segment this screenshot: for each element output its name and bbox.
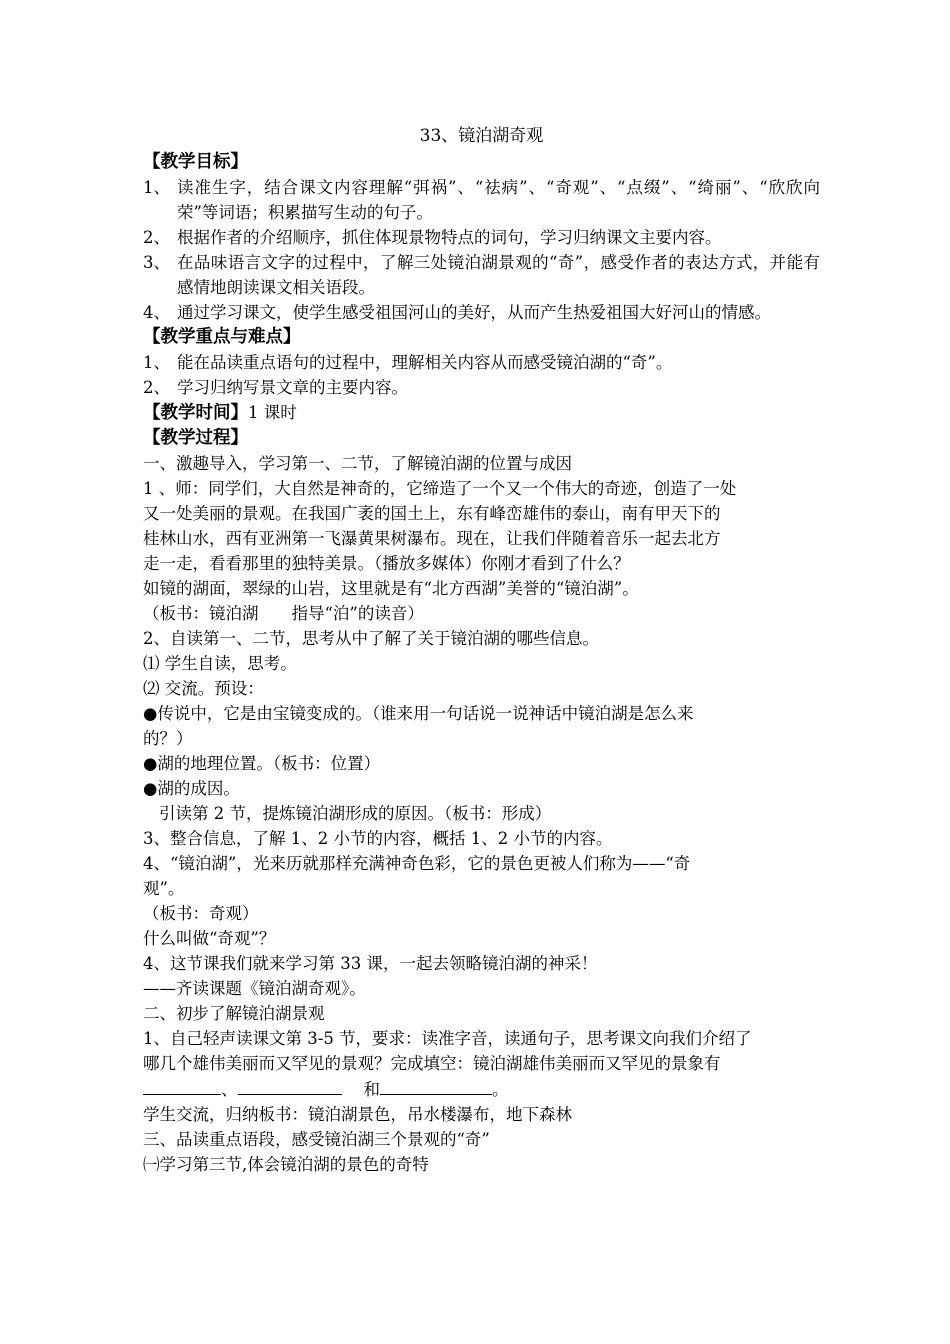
goal-number: 1、 (143, 178, 170, 197)
keypoint-number: 1、 (143, 353, 170, 372)
paragraph: 的？） (143, 729, 193, 748)
paragraph: 桂林山水，西有亚洲第一飞瀑黄果树瀑布。现在，让我们伴随着音乐一起去北方 (143, 529, 721, 548)
keypoint-text: 能在品读重点语句的过程中，理解相关内容从而感受镜泊湖的“奇”。 (177, 353, 673, 372)
paragraph: ㈠学习第三节,体会镜泊湖的景色的奇特 (143, 1155, 429, 1174)
paragraph: 三、品读重点语段，感受镜泊湖三个景观的“奇” (143, 1130, 490, 1149)
keypoint-item (143, 350, 820, 375)
process-heading: 【教学过程】 (143, 428, 248, 448)
fill-blank (238, 1076, 342, 1095)
goal-text: 通过学习课文，使学生感受祖国河山的美好，从而产生热爱祖国大好河山的情感。 (177, 303, 771, 322)
goal-number: 4、 (143, 303, 170, 322)
keypoint-text: 学习归纳写景文章的主要内容。 (177, 378, 408, 397)
page-title: 33、镜泊湖奇观 (419, 126, 544, 146)
paragraph: ⑵ 交流。预设： (143, 679, 264, 698)
paragraph: 4、“镜泊湖”，光来历就那样充满神奇色彩，它的景色更被人们称为——“奇 (143, 854, 691, 873)
goals-heading: 【教学目标】 (143, 152, 248, 172)
paragraph: 引读第 2 节，提炼镜泊湖形成的原因。（板书：形成） (159, 804, 552, 823)
paragraph: ●湖的成因。 (143, 779, 240, 798)
keypoint-item (143, 375, 820, 400)
blank-and: 和 (363, 1080, 380, 1099)
paragraph: ●传说中，它是由宝镜变成的。（谁来用一句话说一说神话中镜泊湖是怎么来 (143, 704, 694, 723)
paragraph: 如镜的湖面，翠绿的山岩，这里就是有“北方西湖”美誉的“镜泊湖”。 (143, 579, 639, 598)
blank-separator: 、 (221, 1080, 238, 1099)
keypoint-number: 2、 (143, 378, 170, 397)
time-line (143, 400, 820, 426)
goal-item (143, 175, 820, 225)
paragraph: 1 、师：同学们，大自然是神奇的，它缔造了一个又一个伟大的奇迹，创造了一处 (143, 479, 737, 498)
fill-blank-line (143, 1076, 820, 1102)
goal-number: 3、 (143, 253, 170, 272)
paragraph: 二、初步了解镜泊湖景观 (143, 1004, 325, 1023)
paragraph: 1、自己轻声读课文第 3-5 节，要求：读准字音，读通句子，思考课文向我们介绍了 (143, 1029, 752, 1048)
time-heading: 【教学时间】 (143, 403, 248, 423)
paragraph: 一、激趣导入，学习第一、二节，了解镜泊湖的位置与成因 (143, 454, 572, 473)
time-value: 1 课时 (248, 403, 297, 422)
paragraph: ⑴ 学生自读，思考。 (143, 654, 297, 673)
paragraph: 哪几个雄伟美丽而又罕见的景观？完成填空：镜泊湖雄伟美丽而又罕见的景象有 (143, 1054, 721, 1073)
blank-end: 。 (492, 1080, 509, 1099)
fill-blank (143, 1076, 221, 1095)
paragraph: 又一处美丽的景观。在我国广袤的国土上，东有峰峦雄伟的泰山，南有甲天下的 (143, 504, 721, 523)
goal-text: 根据作者的介绍顺序，抓住体现景物特点的词句，学习归纳课文主要内容。 (177, 228, 722, 247)
paragraph: 走一走，看看那里的独特美景。（播放多媒体）你刚才看到了什么？ (143, 554, 630, 573)
paragraph: 4、这节课我们就来学习第 33 课，一起去领略镜泊湖的神采！ (143, 954, 598, 973)
goal-item (143, 250, 820, 300)
paragraph: （板书：奇观） (143, 904, 259, 923)
goal-item (143, 225, 820, 250)
goal-text: 在品味语言文字的过程中，了解三处镜泊湖景观的“奇”，感受作者的表达方式，并能有感情地朗读课文相关语段。 (177, 253, 820, 297)
paragraph: 学生交流，归纳板书：镜泊湖景色，吊水楼瀑布，地下森林 (143, 1105, 572, 1124)
paragraph: 观”。 (143, 879, 185, 898)
keypoints-heading: 【教学重点与难点】 (143, 327, 301, 347)
goal-number: 2、 (143, 228, 170, 247)
paragraph: 2、自读第一、二节，思考从中了解了关于镜泊湖的哪些信息。 (143, 629, 599, 648)
paragraph: 什么叫做“奇观”？ (143, 929, 276, 948)
fill-blank (380, 1076, 492, 1095)
paragraph: ●湖的地理位置。（板书：位置） (143, 754, 381, 773)
paragraph: （板书：镜泊湖 指导“泊”的读音） (143, 604, 424, 623)
goal-text: 读准生字，结合课文内容理解“弭祸”、“祛病”、“奇观”、“点缀”、“绮丽”、“欣欣向荣”等词语；积累描写生动的句子。 (177, 178, 820, 222)
paragraph: ——齐读课题《镜泊湖奇观》。 (143, 979, 366, 998)
paragraph: 3、整合信息，了解 1、2 小节的内容，概括 1、2 小节的内容。 (143, 829, 613, 848)
goal-item (143, 300, 820, 325)
